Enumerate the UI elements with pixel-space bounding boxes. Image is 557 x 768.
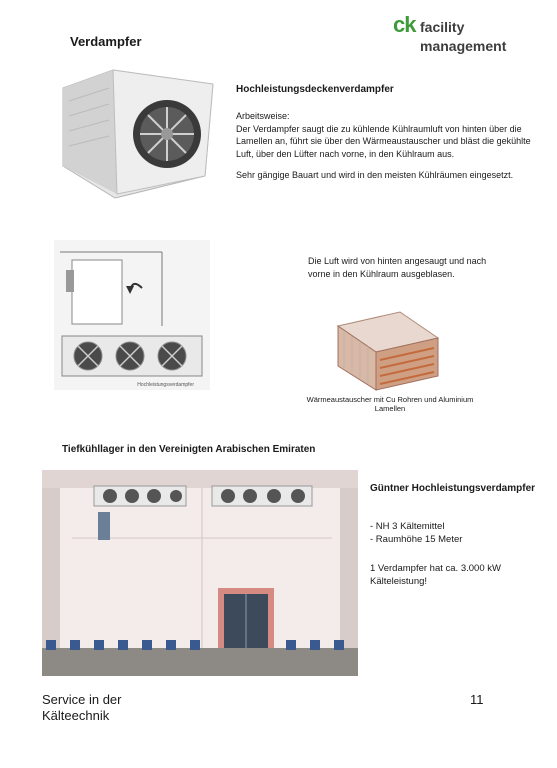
evaporator-unit-image — [55, 66, 215, 206]
section3-title: Tiefkühllager in den Vereinigten Arabischen Emiraten — [62, 444, 316, 455]
section1-title: Hochleistungsdeckenverdampfer — [236, 84, 394, 95]
airflow-description: Die Luft wird von hinten angesaugt und nach vorne in den Kühlraum ausgeblasen. — [308, 256, 487, 279]
airflow-diagram — [54, 240, 210, 390]
capacity-note: 1 Verdampfer hat ca. 3.000 kW Kälteleistung! — [370, 563, 501, 587]
section1-description — [236, 110, 536, 191]
heat-exchanger-image — [330, 308, 445, 393]
footer-text: Service in der Kälteechnik — [42, 692, 122, 723]
page-number: 11 — [470, 692, 484, 707]
logo-ck: ck — [393, 12, 416, 37]
logo-line-1: facility — [420, 19, 465, 35]
heat-exchanger-caption: Wärmeaustauscher mit Cu Rohren und Aluminium Lamellen — [306, 395, 474, 413]
paragraph-working-principle: Arbeitsweise: Der Verdampfer saugt die zu kühlende Kühlraumluft von hinten über die Lamellen an, führt sie über den Wärmeaustauscher und bläst die gekühlte Luft, über den Lüfter nach vorne, in den Kühlraum aus. — [236, 111, 531, 159]
page-title: Verdampfer — [70, 34, 142, 49]
product-title: Güntner Hochleistungsverdampfer — [370, 483, 536, 494]
company-logo — [393, 8, 508, 58]
logo-line-2: management — [420, 38, 507, 54]
paragraph-common-design: Sehr gängige Bauart und wird in den meisten Kühlräumen eingesetzt. — [236, 170, 514, 180]
spec-room-height: - Raumhöhe 15 Meter — [370, 534, 463, 545]
spec-refrigerant: - NH 3 Kältemittel — [370, 521, 445, 532]
diagram-label: Hochleistungsverdampfer — [137, 382, 194, 388]
product-specs — [370, 520, 540, 546]
cold-store-photo — [42, 470, 358, 676]
